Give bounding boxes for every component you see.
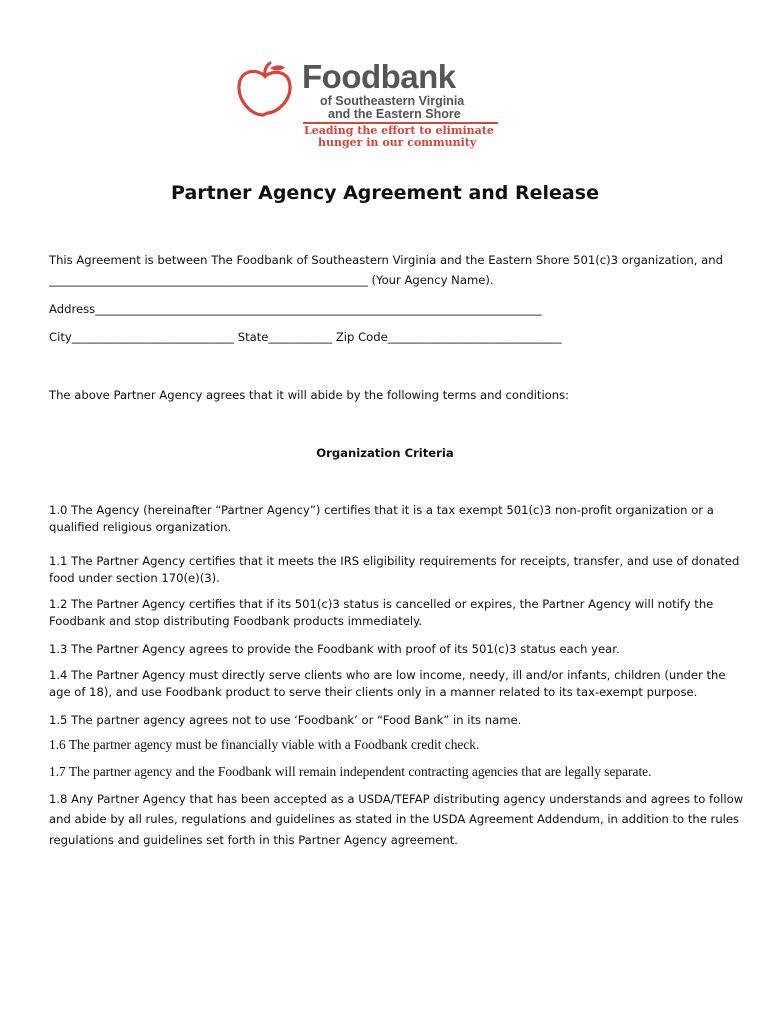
intro-line-1: This Agreement is between The Foodbank of Southeastern Virginia and the Eastern Shore 501(c)3 organization, and: [49, 253, 723, 267]
item-1-6: 1.6 The partner agency must be financially viable with a Foodbank credit check.: [49, 737, 480, 752]
logo-subtitle-line2: and the Eastern Shore: [328, 107, 461, 121]
item-1-8-line-2: and abide by all rules, regulations and guidelines as stated in the USDA Agreement Addendum, in addition to the rules: [49, 812, 740, 826]
item-1-4-line-1: 1.4 The Partner Agency must directly serve clients who are low income, needy, ill and/or infants, children (under the: [49, 668, 726, 682]
logo-tagline-line2: hunger in our community: [318, 136, 477, 149]
section-heading: Organization Criteria: [316, 446, 454, 460]
item-1-3: 1.3 The Partner Agency agrees to provide the Foodbank with proof of its 501(c)3 status each year.: [49, 642, 620, 656]
item-1-8-line-3: regulations and guidelines set forth in this Partner Agency agreement.: [49, 833, 458, 847]
page-title: Partner Agency Agreement and Release: [171, 182, 599, 204]
item-1-5: 1.5 The partner agency agrees not to use ‘Foodbank’ or “Food Bank” in its name.: [49, 713, 522, 727]
item-1-2-line-1: 1.2 The Partner Agency certifies that if its 501(c)3 status is cancelled or expires, the Partner Agency will notify the: [49, 597, 714, 611]
logo-name: Foodbank: [302, 58, 456, 95]
item-1-1-line-1: 1.1 The Partner Agency certifies that it meets the IRS eligibility requirements for receipts, transfer, and use of donated: [49, 554, 740, 568]
foodbank-logo: [234, 58, 514, 153]
item-1-8-line-1: 1.8 Any Partner Agency that has been accepted as a USDA/TEFAP distributing agency understands and agrees to follow: [49, 792, 744, 806]
logo-tagline-line1: Leading the effort to eliminate: [304, 124, 494, 137]
apple-logo-icon: [234, 60, 296, 122]
item-1-7: 1.7 The partner agency and the Foodbank will remain independent contracting agencies that are legally separate.: [49, 764, 652, 779]
abide-statement: The above Partner Agency agrees that it will abide by the following terms and conditions:: [49, 388, 570, 402]
logo-subtitle-line1: of Southeastern Virginia: [320, 94, 465, 108]
address-line: Address_____________________________________________________________________________: [49, 302, 542, 316]
city-state-zip-line: City____________________________ State___________ Zip Code______________________________: [49, 330, 562, 344]
item-1-2-line-2: Foodbank and stop distributing Foodbank products immediately.: [49, 614, 423, 628]
item-1-1-line-2: food under section 170(e)(3).: [49, 571, 220, 585]
intro-line-2: _______________________________________________________ (Your Agency Name).: [49, 273, 494, 287]
item-1-4-line-2: age of 18), and use Foodbank product to serve their clients only in a manner related to its tax-exempt purpose.: [49, 685, 698, 699]
item-1-0-line-2: qualified religious organization.: [49, 520, 232, 534]
item-1-0-line-1: 1.0 The Agency (hereinafter “Partner Agency”) certifies that it is a tax exempt 501(c)3 non-profit organization or a: [49, 503, 714, 517]
